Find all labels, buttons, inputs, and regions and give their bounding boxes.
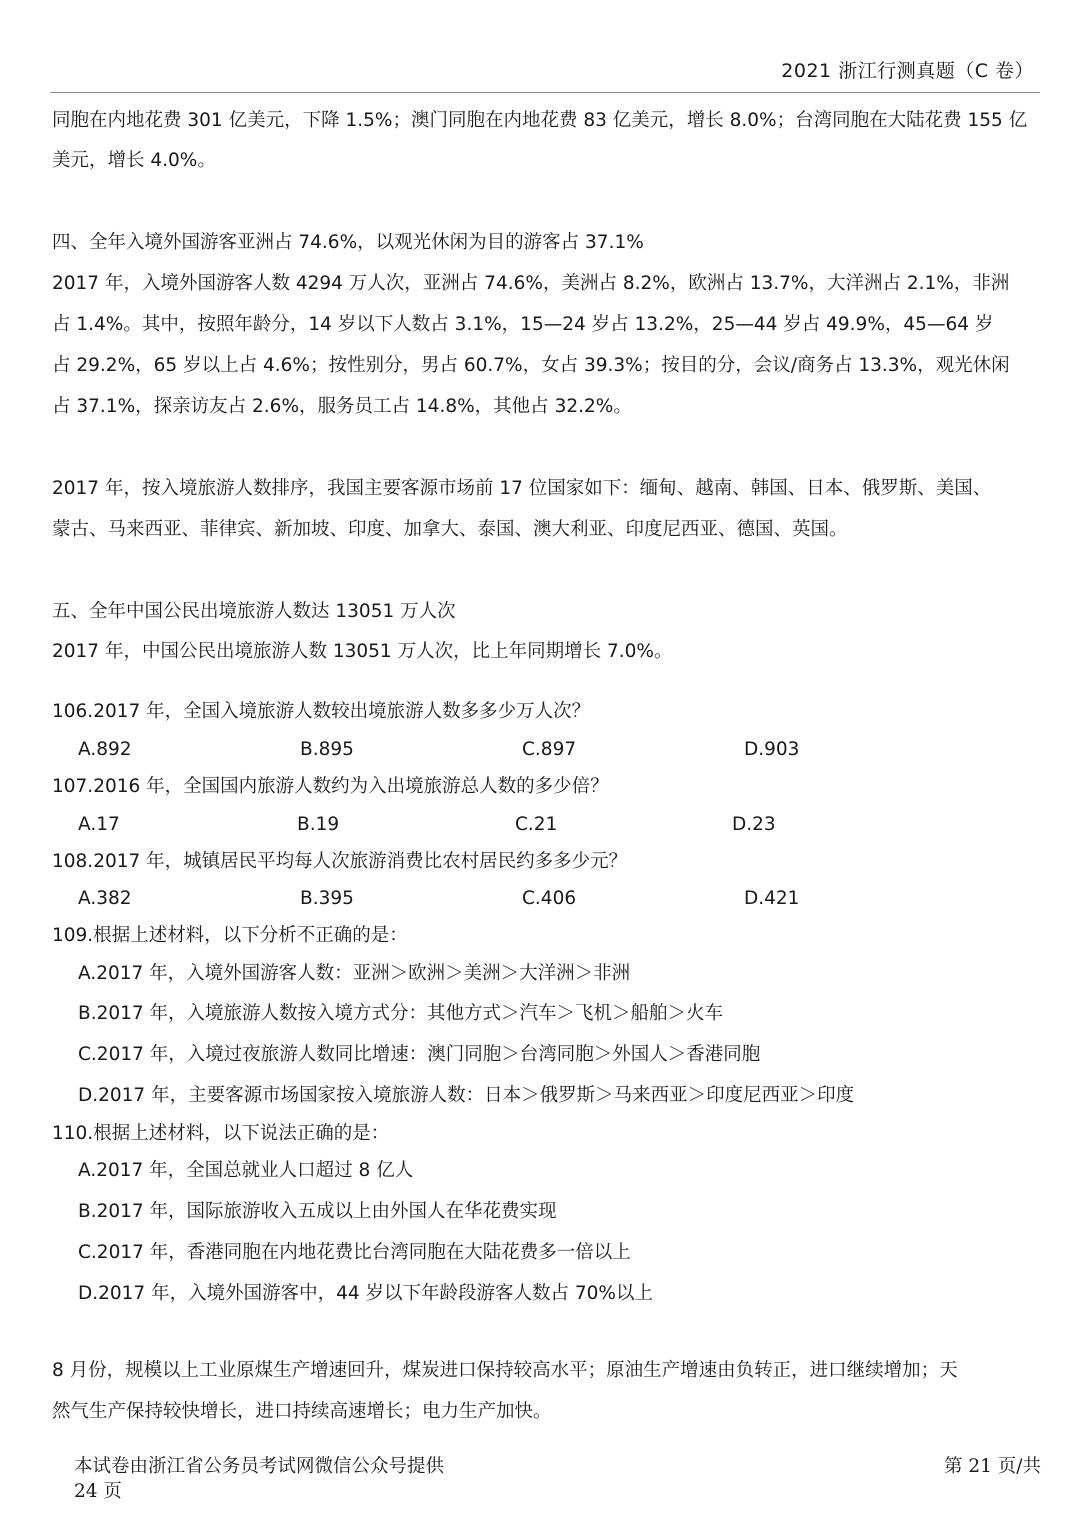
question-107-option-b: B.19 [297,814,340,835]
material-continued-line: 美元，增长 4.0%。 [52,150,216,171]
question-109-option-d: D.2017 年，主要客源市场国家按入境旅游人数：日本＞俄罗斯＞马来西亚＞印度尼西亚＞印度 [78,1085,855,1106]
question-108-option-c: C.406 [522,888,577,909]
section-4-title: 四、全年入境外国游客亚洲占 74.6%，以观光休闲为目的游客占 37.1% [52,232,644,253]
section-4-line: 占 29.2%，65 岁以上占 4.6%；按性别分，男占 60.7%，女占 39.3%；按目的分，会议/商务占 13.3%，观光休闲 [52,355,1010,376]
section-4-line: 占 1.4%。其中，按照年龄分，14 岁以下人数占 3.1%，15—24 岁占 13.2%，25—44 岁占 49.9%，45—64 岁 [52,314,994,335]
question-106-option-a: A.892 [78,739,132,760]
question-108-option-a: A.382 [78,888,132,909]
source-markets-line: 2017 年，按入境旅游人数排序，我国主要客源市场前 17 位国家如下：缅甸、越南、韩国、日本、俄罗斯、美国、 [52,478,992,499]
question-109-option-a: A.2017 年，入境外国游客人数：亚洲＞欧洲＞美洲＞大洋洲＞非洲 [78,963,631,984]
question-108-option-d: D.421 [744,888,800,909]
header-divider [50,92,1040,93]
page-header-title: 2021 浙江行测真题（C 卷） [781,60,1034,82]
footer-page-number: 第 21 页/共 [944,1456,1042,1477]
source-markets-line: 蒙古、马来西亚、菲律宾、新加坡、印度、加拿大、泰国、澳大利亚、印度尼西亚、德国、英国。 [52,519,848,540]
question-110-option-a: A.2017 年，全国总就业人口超过 8 亿人 [78,1160,414,1181]
section-5-title: 五、全年中国公民出境旅游人数达 13051 万人次 [52,601,456,622]
question-109-option-b: B.2017 年，入境旅游人数按入境方式分：其他方式＞汽车＞飞机＞船舶＞火车 [78,1003,724,1024]
question-106-option-d: D.903 [744,739,800,760]
question-110-stem: 110.根据上述材料，以下说法正确的是： [52,1123,390,1144]
question-106-option-b: B.895 [300,739,354,760]
question-110-option-c: C.2017 年，香港同胞在内地花费比台湾同胞在大陆花费多一倍以上 [78,1242,631,1263]
question-107-option-a: A.17 [78,814,120,835]
question-108-option-b: B.395 [300,888,354,909]
question-109-option-c: C.2017 年，入境过夜旅游人数同比增速：澳门同胞＞台湾同胞＞外国人＞香港同胞 [78,1044,761,1065]
section-5-body: 2017 年，中国公民出境旅游人数 13051 万人次，比上年同期增长 7.0%。 [52,641,673,662]
question-109-stem: 109.根据上述材料，以下分析不正确的是： [52,925,408,946]
footer-provider-line: 本试卷由浙江省公务员考试网微信公众号提供 [74,1456,445,1477]
section-4-line: 2017 年，入境外国游客人数 4294 万人次，亚洲占 74.6%，美洲占 8.2%，欧洲占 13.7%，大洋洲占 2.1%，非洲 [52,273,1010,294]
question-107-option-d: D.23 [732,814,776,835]
question-110-option-d: D.2017 年，入境外国游客中，44 岁以下年龄段游客人数占 70%以上 [78,1283,654,1304]
question-108-stem: 108.2017 年，城镇居民平均每人次旅游消费比农村居民约多多少元？ [52,851,628,872]
next-material-line: 然气生产保持较快增长，进口持续高速增长；电力生产加快。 [52,1401,552,1422]
question-107-option-c: C.21 [515,814,558,835]
footer-total-pages: 24 页 [74,1481,122,1502]
question-106-stem: 106.2017 年，全国入境旅游人数较出境旅游人数多多少万人次？ [52,701,591,722]
question-106-option-c: C.897 [522,739,577,760]
material-continued-line: 同胞在内地花费 301 亿美元，下降 1.5%；澳门同胞在内地花费 83 亿美元，增长 8.0%；台湾同胞在大陆花费 155 亿 [52,110,1028,131]
question-107-stem: 107.2016 年，全国国内旅游人数约为入出境旅游总人数的多少倍？ [52,776,609,797]
section-4-line: 占 37.1%，探亲访友占 2.6%，服务员工占 14.8%，其他占 32.2%。 [52,396,632,417]
question-110-option-b: B.2017 年，国际旅游收入五成以上由外国人在华花费实现 [78,1201,557,1222]
footer-provider [74,1454,444,1504]
next-material-line: 8 月份，规模以上工业原煤生产增速回升，煤炭进口保持较高水平；原油生产增速由负转正，进口继续增加；天 [52,1360,958,1381]
